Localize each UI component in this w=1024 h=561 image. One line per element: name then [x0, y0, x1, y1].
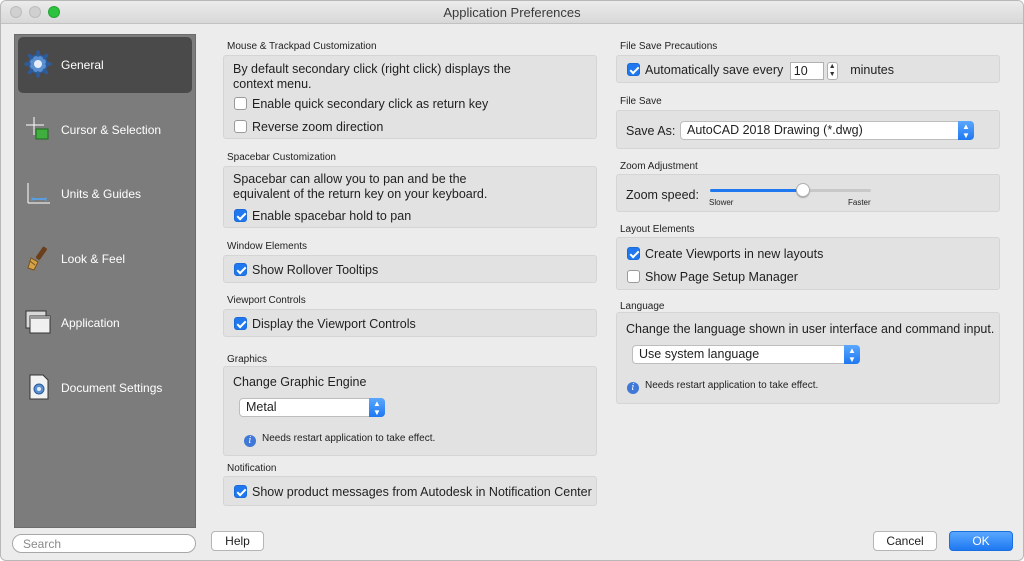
- mouse-description-line-2: context menu.: [233, 77, 312, 91]
- graphic-engine-label: Change Graphic Engine: [233, 375, 367, 389]
- reverse-zoom-checkbox[interactable]: [234, 120, 383, 134]
- sidebar-item-document-settings[interactable]: [18, 360, 192, 416]
- select-value: AutoCAD 2018 Drawing (*.dwg): [687, 123, 863, 137]
- help-button[interactable]: Help: [211, 531, 264, 551]
- spacebar-section-title: Spacebar Customization: [227, 152, 336, 163]
- zoom-speed-label: Zoom speed:: [626, 188, 699, 202]
- create-viewports-checkbox[interactable]: [627, 247, 823, 261]
- checkbox-box[interactable]: [234, 485, 247, 498]
- file-save-precautions-panel: [616, 55, 1000, 83]
- chevron-updown-icon: ▲ ▼: [844, 345, 860, 364]
- sidebar-item-units-guides[interactable]: [18, 166, 192, 222]
- window-elements-section-title: Window Elements: [227, 241, 308, 252]
- product-messages-checkbox[interactable]: [234, 485, 592, 499]
- gear-icon: [24, 50, 52, 78]
- sidebar-item-look-feel[interactable]: [18, 231, 192, 287]
- sidebar: [14, 34, 196, 528]
- graphics-restart-note: [244, 433, 435, 447]
- sidebar-item-application[interactable]: [18, 295, 192, 351]
- sidebar-item-label: Application: [61, 316, 120, 330]
- checkbox-box[interactable]: [234, 263, 247, 276]
- notification-panel: [223, 476, 597, 506]
- checkbox-label: Show Page Setup Manager: [645, 270, 798, 284]
- cancel-button[interactable]: Cancel: [873, 531, 937, 551]
- autosave-unit: minutes: [850, 63, 895, 77]
- chevron-updown-icon: ▲ ▼: [958, 121, 974, 140]
- display-viewport-controls-checkbox[interactable]: [234, 317, 416, 331]
- language-description: Change the language shown in user interface and command input.: [626, 322, 995, 336]
- quick-secondary-click-checkbox[interactable]: [234, 97, 488, 111]
- crosshair-selection-icon: [24, 115, 52, 143]
- window-elements-panel: [223, 255, 597, 283]
- viewport-controls-panel: [223, 309, 597, 337]
- graphics-section-title: Graphics: [227, 354, 268, 365]
- autosave-checkbox[interactable]: [627, 63, 640, 76]
- application-windows-icon: [24, 308, 52, 336]
- sidebar-item-general[interactable]: [18, 37, 192, 93]
- language-select[interactable]: [632, 345, 860, 364]
- title-bar: [1, 1, 1023, 24]
- zoom-faster-label: Faster: [848, 198, 871, 207]
- checkbox-label: Show product messages from Autodesk in Notification Center: [252, 485, 592, 499]
- sidebar-item-label: Look & Feel: [61, 252, 126, 266]
- autosave-minutes-input[interactable]: 10: [790, 62, 824, 80]
- note-text: Needs restart application to take effect.: [645, 380, 819, 391]
- language-panel: [616, 312, 1000, 404]
- paintbrush-icon: [24, 244, 52, 272]
- spacebar-hold-pan-checkbox[interactable]: [234, 209, 411, 223]
- spacebar-description-line-1: Spacebar can allow you to pan and be the: [233, 172, 467, 186]
- layout-elements-section-title: Layout Elements: [620, 224, 695, 235]
- checkbox-label: Reverse zoom direction: [252, 120, 384, 134]
- sidebar-item-label: General: [61, 58, 104, 72]
- graphics-panel: [223, 366, 597, 456]
- autosave-row: [627, 61, 894, 80]
- checkbox-label: Display the Viewport Controls: [252, 317, 416, 331]
- viewport-controls-section-title: Viewport Controls: [227, 295, 306, 306]
- document-icon: [24, 373, 52, 401]
- checkbox-label: Create Viewports in new layouts: [645, 247, 824, 261]
- checkbox-label: Show Rollover Tooltips: [252, 263, 379, 277]
- checkbox-label: Enable quick secondary click as return key: [252, 97, 489, 111]
- sidebar-item-label: Document Settings: [61, 381, 163, 395]
- slider-knob[interactable]: [796, 183, 810, 197]
- checkbox-box[interactable]: [234, 209, 247, 222]
- info-icon: i: [627, 382, 639, 394]
- units-guides-icon: [24, 179, 52, 207]
- language-restart-note: [627, 380, 818, 394]
- save-as-format-select[interactable]: [680, 121, 974, 140]
- language-section-title: Language: [620, 301, 665, 312]
- checkbox-box[interactable]: [234, 97, 247, 110]
- mouse-panel: [223, 55, 597, 139]
- chevron-updown-icon: ▲ ▼: [369, 398, 385, 417]
- note-text: Needs restart application to take effect.: [262, 433, 436, 444]
- page-setup-manager-checkbox[interactable]: [627, 270, 798, 284]
- slider-fill: [710, 189, 803, 192]
- spacebar-panel: [223, 166, 597, 228]
- sidebar-item-label: Cursor & Selection: [61, 123, 162, 137]
- file-save-section-title: File Save: [620, 96, 662, 107]
- zoom-speed-slider[interactable]: [710, 189, 871, 192]
- mouse-section-title: Mouse & Trackpad Customization: [227, 41, 377, 52]
- checkbox-box[interactable]: [234, 120, 247, 133]
- select-value: Use system language: [639, 347, 760, 361]
- spacebar-description-line-2: equivalent of the return key on your keyboard.: [233, 187, 488, 201]
- save-as-label: Save As:: [626, 124, 676, 138]
- autosave-label: Automatically save every: [645, 63, 784, 77]
- rollover-tooltips-checkbox[interactable]: [234, 263, 378, 277]
- mouse-description-line-1: By default secondary click (right click) displays the: [233, 62, 511, 76]
- graphic-engine-select[interactable]: [239, 398, 385, 417]
- window-title: Application Preferences: [443, 5, 581, 20]
- zoom-slower-label: Slower: [709, 198, 734, 207]
- layout-elements-panel: [616, 237, 1000, 290]
- zoom-adjustment-panel: [616, 174, 1000, 212]
- checkbox-box[interactable]: [234, 317, 247, 330]
- zoom-adjustment-section-title: Zoom Adjustment: [620, 161, 698, 172]
- search-input[interactable]: Search: [12, 534, 196, 553]
- notification-section-title: Notification: [227, 463, 277, 474]
- sidebar-item-cursor-selection[interactable]: [18, 102, 192, 158]
- checkbox-box[interactable]: [627, 247, 640, 260]
- ok-button[interactable]: OK: [949, 531, 1013, 551]
- file-save-panel: [616, 110, 1000, 149]
- file-save-precautions-section-title: File Save Precautions: [620, 41, 718, 52]
- checkbox-label: Enable spacebar hold to pan: [252, 209, 412, 223]
- info-icon: i: [244, 435, 256, 447]
- sidebar-item-label: Units & Guides: [61, 187, 142, 201]
- autosave-stepper[interactable]: ▲ ▼: [827, 62, 838, 80]
- select-value: Metal: [246, 400, 277, 414]
- checkbox-box[interactable]: [627, 270, 640, 283]
